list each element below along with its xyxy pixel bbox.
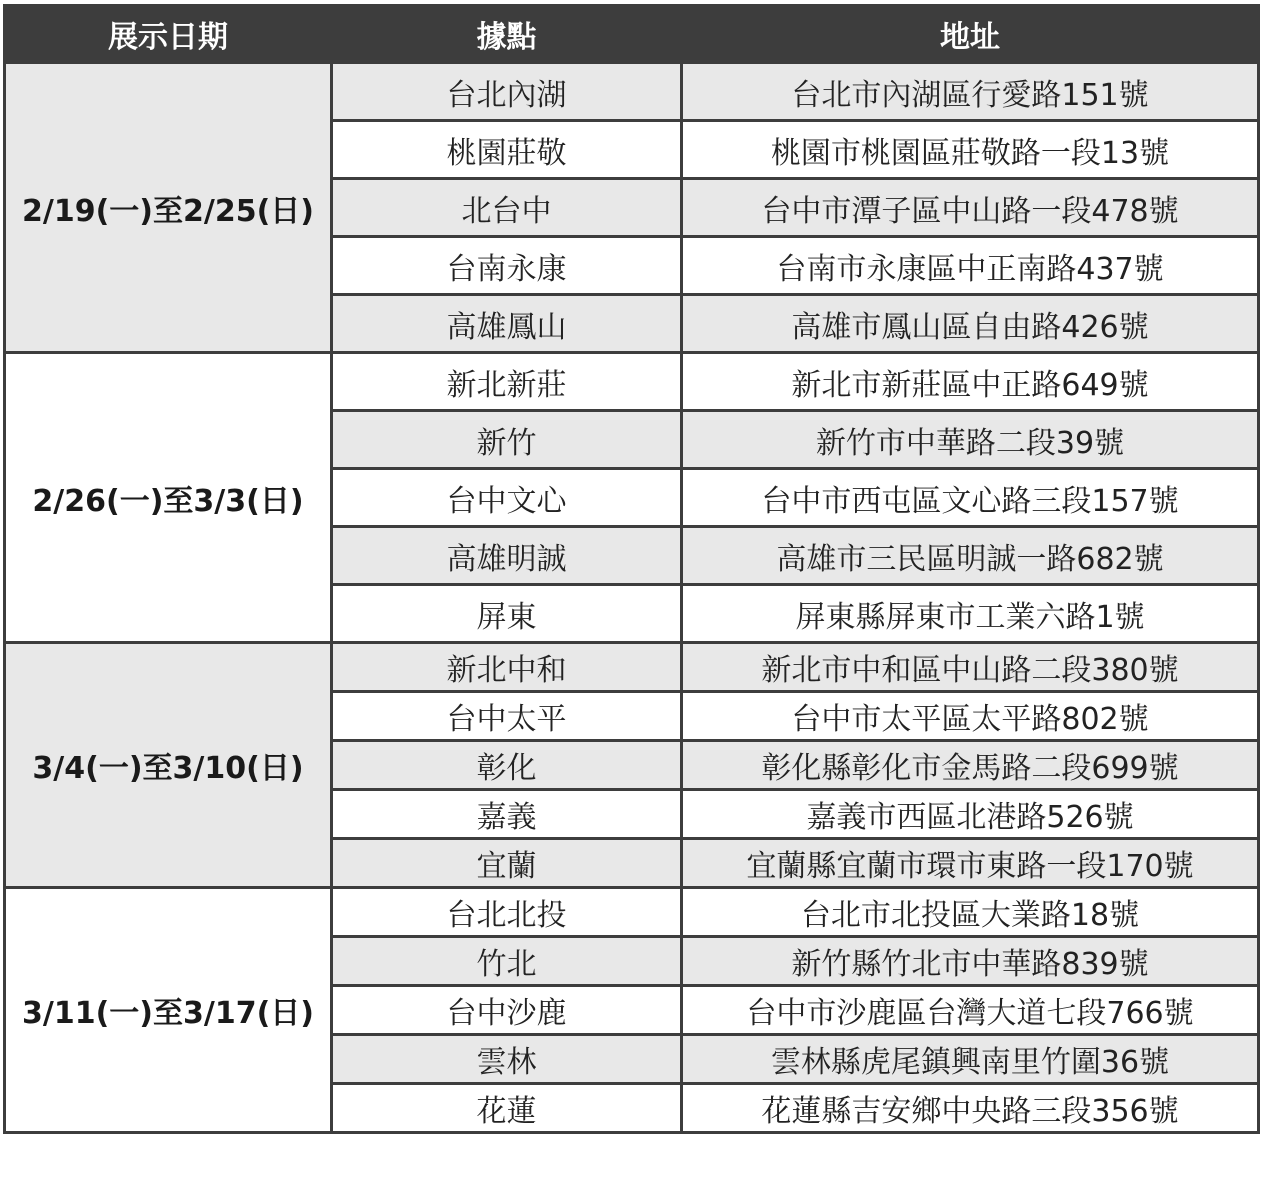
address-cell: 台北市內湖區行愛路151號 bbox=[682, 63, 1259, 121]
site-cell: 屏東 bbox=[332, 585, 682, 643]
address-cell: 新竹縣竹北市中華路839號 bbox=[682, 937, 1259, 986]
date-range-cell: 3/4(一)至3/10(日) bbox=[5, 643, 332, 888]
address-cell: 桃園市桃園區莊敬路一段13號 bbox=[682, 121, 1259, 179]
address-cell: 雲林縣虎尾鎮興南里竹圍36號 bbox=[682, 1035, 1259, 1084]
table-row bbox=[5, 353, 1259, 411]
address-cell: 宜蘭縣宜蘭市環市東路一段170號 bbox=[682, 839, 1259, 888]
site-cell: 新竹 bbox=[332, 411, 682, 469]
table-row bbox=[5, 63, 1259, 121]
date-range-cell: 3/11(一)至3/17(日) bbox=[5, 888, 332, 1133]
address-cell: 新北市中和區中山路二段380號 bbox=[682, 643, 1259, 692]
address-cell: 台中市潭子區中山路一段478號 bbox=[682, 179, 1259, 237]
address-cell: 台北市北投區大業路18號 bbox=[682, 888, 1259, 937]
site-cell: 台中文心 bbox=[332, 469, 682, 527]
address-cell: 彰化縣彰化市金馬路二段699號 bbox=[682, 741, 1259, 790]
header-date: 展示日期 bbox=[5, 6, 332, 63]
address-cell: 台中市太平區太平路802號 bbox=[682, 692, 1259, 741]
address-cell: 嘉義市西區北港路526號 bbox=[682, 790, 1259, 839]
address-cell: 屏東縣屏東市工業六路1號 bbox=[682, 585, 1259, 643]
site-cell: 台中沙鹿 bbox=[332, 986, 682, 1035]
site-cell: 台南永康 bbox=[332, 237, 682, 295]
site-cell: 宜蘭 bbox=[332, 839, 682, 888]
schedule-table-container bbox=[3, 4, 1257, 1134]
address-cell: 高雄市鳳山區自由路426號 bbox=[682, 295, 1259, 353]
site-cell: 台北北投 bbox=[332, 888, 682, 937]
site-cell: 嘉義 bbox=[332, 790, 682, 839]
site-cell: 高雄明誠 bbox=[332, 527, 682, 585]
address-cell: 台南市永康區中正南路437號 bbox=[682, 237, 1259, 295]
table-row bbox=[5, 888, 1259, 937]
address-cell: 新北市新莊區中正路649號 bbox=[682, 353, 1259, 411]
address-cell: 高雄市三民區明誠一路682號 bbox=[682, 527, 1259, 585]
site-cell: 北台中 bbox=[332, 179, 682, 237]
site-cell: 高雄鳳山 bbox=[332, 295, 682, 353]
table-header-row bbox=[5, 6, 1259, 63]
header-address: 地址 bbox=[682, 6, 1259, 63]
address-cell: 新竹市中華路二段39號 bbox=[682, 411, 1259, 469]
site-cell: 台北內湖 bbox=[332, 63, 682, 121]
site-cell: 桃園莊敬 bbox=[332, 121, 682, 179]
site-cell: 竹北 bbox=[332, 937, 682, 986]
address-cell: 花蓮縣吉安鄉中央路三段356號 bbox=[682, 1084, 1259, 1133]
date-range-cell: 2/19(一)至2/25(日) bbox=[5, 63, 332, 353]
site-cell: 新北中和 bbox=[332, 643, 682, 692]
address-cell: 台中市西屯區文心路三段157號 bbox=[682, 469, 1259, 527]
site-cell: 台中太平 bbox=[332, 692, 682, 741]
header-site: 據點 bbox=[332, 6, 682, 63]
address-cell: 台中市沙鹿區台灣大道七段766號 bbox=[682, 986, 1259, 1035]
site-cell: 彰化 bbox=[332, 741, 682, 790]
site-cell: 新北新莊 bbox=[332, 353, 682, 411]
exhibition-schedule-table bbox=[3, 4, 1260, 1134]
site-cell: 花蓮 bbox=[332, 1084, 682, 1133]
table-row bbox=[5, 643, 1259, 692]
site-cell: 雲林 bbox=[332, 1035, 682, 1084]
date-range-cell: 2/26(一)至3/3(日) bbox=[5, 353, 332, 643]
